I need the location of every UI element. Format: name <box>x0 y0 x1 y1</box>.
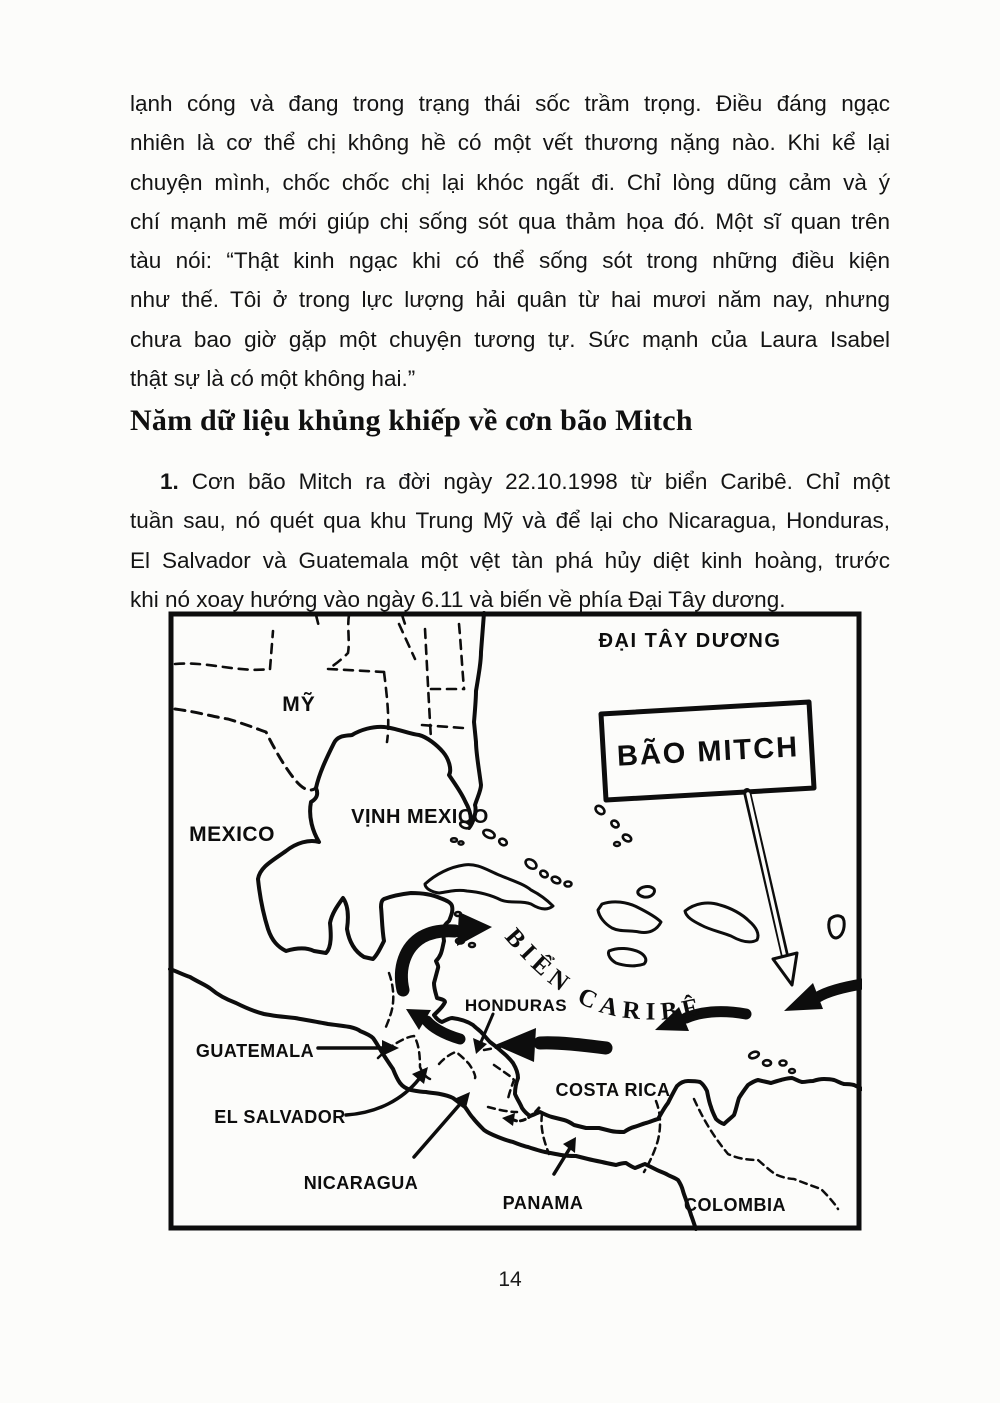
paragraph-1-line: chí mạnh mẽ mới giúp chị sống sót qua thảm họa đó. Một sĩ quan trên <box>130 208 890 234</box>
antilles-island <box>748 1050 759 1059</box>
storm-arrowhead <box>495 1028 536 1062</box>
paragraph-2-text: Cơn bão Mitch ra đời ngày 22.10.1998 từ biển Caribê. Chỉ một <box>178 469 890 494</box>
jamaica-island <box>608 948 645 965</box>
storm-box-label: BÃO MITCH <box>616 731 800 773</box>
label-el-salvador: EL SALVADOR <box>214 1107 346 1127</box>
bahamas-island <box>539 869 549 879</box>
bahamas-island <box>498 837 508 846</box>
storm-arrow-segment <box>401 931 455 990</box>
hispaniola-island <box>598 902 661 933</box>
paragraph-2 <box>130 462 890 619</box>
label-usa: MỸ <box>282 693 316 716</box>
bahamas-island <box>622 833 633 843</box>
paragraph-1-line: tàu nói: “Thật kinh ngạc khi có thể sống sót trong những điều kiện <box>130 248 890 274</box>
storm-arrow-segment <box>540 1043 606 1048</box>
el-salvador-pointer-arrow <box>346 1079 419 1115</box>
label-atlantic-ocean: ĐẠI TÂY DƯƠNG <box>598 630 782 652</box>
label-guatemala: GUATEMALA <box>195 1041 315 1061</box>
bahamas-island <box>551 875 562 884</box>
storm-arrowhead <box>784 983 823 1011</box>
costa-rica-pointer-head <box>502 1113 515 1126</box>
label-panama: PANAMA <box>502 1193 584 1213</box>
florida-keys <box>451 838 457 842</box>
small-island <box>638 887 655 898</box>
us-mexico-border <box>175 709 316 790</box>
storm-arrowhead <box>457 912 492 946</box>
island-right <box>829 916 844 938</box>
paragraph-1 <box>130 84 890 398</box>
gulf-atlantic-coastline <box>316 613 484 828</box>
paragraph-1-line: nhiên là cơ thể chị không hề có một vết thương nặng nào. Khi kể lại <box>130 130 890 156</box>
florida-keys <box>459 841 464 844</box>
antilles-island <box>789 1069 795 1073</box>
label-colombia: COLOMBIA <box>684 1195 786 1215</box>
storm-arrow-segment <box>427 1021 460 1039</box>
list-number: 1. <box>160 469 179 494</box>
bahamas-island <box>614 842 620 846</box>
storm-box-pointer-head <box>773 953 797 985</box>
hurricane-mitch-map <box>168 611 862 1231</box>
paragraph-2-line <box>130 462 890 501</box>
antilles-island <box>763 1060 771 1066</box>
label-honduras: HONDURAS <box>464 996 568 1015</box>
us-state-borders <box>175 615 464 742</box>
label-nicaragua: NICARAGUA <box>303 1173 419 1193</box>
paragraph-2-line: khi nó xoay hướng vào ngày 6.11 và biến về phía Đại Tây dương. <box>130 586 786 612</box>
paragraph-1-line: như thế. Tôi ở trong lực lượng hải quân từ hai mươi năm nay, nhưng <box>130 287 890 313</box>
storm-track-arrows <box>401 912 862 1062</box>
bahamas-island <box>594 804 606 816</box>
label-mexico: MEXICO <box>189 823 275 846</box>
label-costa-rica: COSTA RICA <box>555 1080 671 1100</box>
panama-pointer-arrow <box>554 1148 570 1174</box>
bahamas-island <box>482 828 496 839</box>
cayman-island <box>469 943 475 947</box>
bahamas-island <box>524 857 538 870</box>
paragraph-1-line: chuyện mình, chốc chốc chị lại khóc ngất đi. Chỉ lòng dũng cảm và ý <box>130 169 890 195</box>
paragraph-1-line: lạnh cóng và đang trong trạng thái sốc trầm trọng. Điều đáng ngạc <box>130 91 890 116</box>
cuba-island <box>425 865 553 909</box>
paragraph-2-line: tuần sau, nó quét qua khu Trung Mỹ và để lại cho Nicaragua, Honduras, <box>130 508 890 534</box>
nicaragua-pointer-arrow <box>414 1103 461 1157</box>
paragraph-1-line: thật sự là có một không hai.” <box>130 366 416 392</box>
paragraph-2-line: El Salvador và Guatemala một vệt tàn phá hủy diệt kinh hoàng, trước <box>130 547 890 573</box>
page-number: 14 <box>498 1268 522 1291</box>
bahamas-island <box>610 819 620 829</box>
honduras-pointer-head <box>473 1038 487 1054</box>
bahamas-island <box>565 882 572 887</box>
puerto-rico-island <box>685 903 758 942</box>
paragraph-1-line: chưa bao giờ gặp một chuyện tương tự. Sức mạnh của Laura Isabel <box>130 326 890 352</box>
map-illustration <box>168 611 862 1231</box>
label-gulf-of-mexico: VỊNH MEXICO <box>351 806 489 828</box>
storm-arrow-segment <box>818 984 862 997</box>
section-heading: Năm dữ liệu khủng khiếp về cơn bão Mitch <box>130 404 693 437</box>
label-caribbean-sea-text: BIỂN CARIBÊ <box>499 923 708 1026</box>
antilles-island <box>780 1061 787 1066</box>
